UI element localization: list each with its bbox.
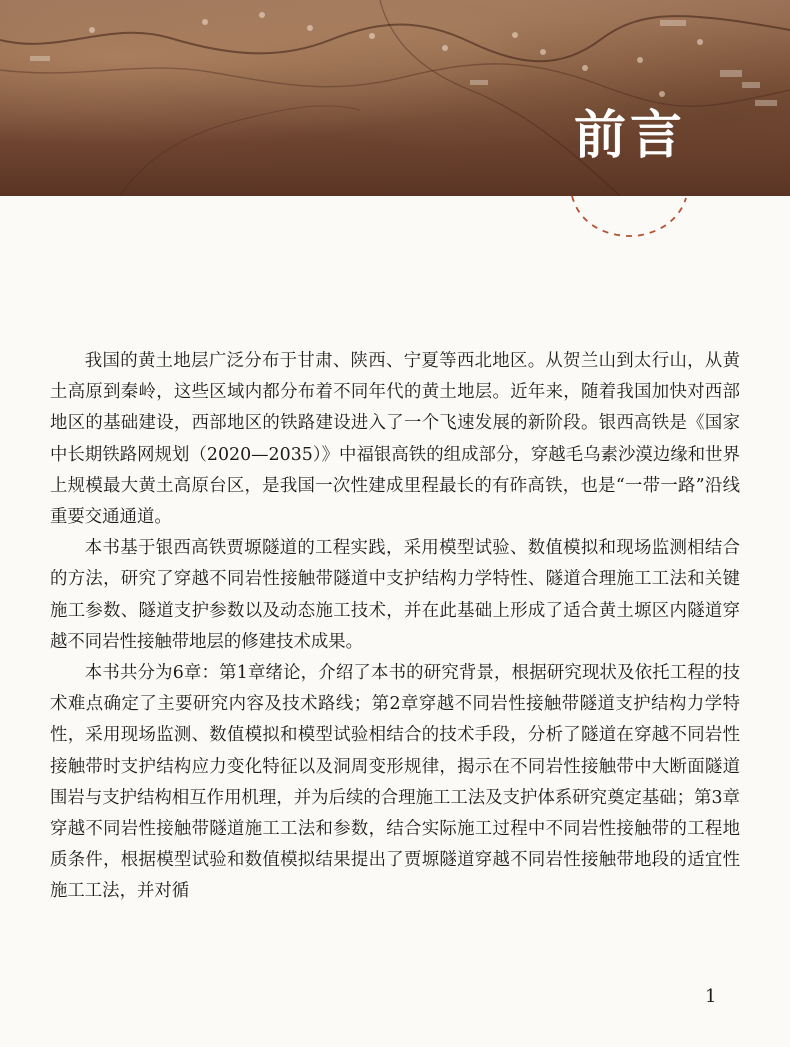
decorative-dashed-arc [560,190,700,242]
page-title: 前言 [573,106,686,166]
page-number: 1 [705,986,717,1007]
paragraph: 本书基于银西高铁贾塬隧道的工程实践，采用模型试验、数值模拟和现场监测相结合的方法，研究了穿越不同岩性接触带隧道中支护结构力学特性、隧道合理施工工法和关键施工参数、隧道支护参数以及动态施工技术，并在此基础上形成了适合黄土塬区内隧道穿越不同岩性接触带地层的修建技术成果。 [50,538,740,652]
paragraph: 本书共分为6章：第1章绪论，介绍了本书的研究背景，根据研究现状及依托工程的技术难点确定了主要研究内容及技术路线；第2章穿越不同岩性接触带隧道支护结构力学特性，采用现场监测、数值模拟和模型试验相结合的技术手段，分析了隧道在穿越不同岩性接触带时支护结构应力变化特征以及洞周变形规律，揭示在不同岩性接触带中大断面隧道围岩与支护结构相互作用机理，并为后续的合理施工工法及支护体系研究奠定基础；第3章穿越不同岩性接触带隧道施工工法和参数，结合实际施工过程中不同岩性接触带的工程地质条件，根据模型试验和数值模拟结果提出了贾塬隧道穿越不同岩性接触带地段的适宜性施工工法，并对循 [50,663,740,902]
header-banner [0,0,790,196]
paragraph: 我国的黄土地层广泛分布于甘肃、陕西、宁夏等西北地区。从贺兰山到太行山，从黄土高原到秦岭，这些区域内都分布着不同年代的黄土地层。近年来，随着我国加快对西部地区的基础建设，西部地区的铁路建设进入了一个飞速发展的新阶段。银西高铁是《国家中长期铁路网规划（2020—2035）》中福银高铁的组成部分，穿越毛乌素沙漠边缘和世界上规模最大黄土高原台区，是我国一次性建成里程最长的有砟高铁，也是“一带一路”沿线重要交通通道。 [50,351,740,528]
body-text [50,346,740,908]
map-background-image [0,0,790,196]
